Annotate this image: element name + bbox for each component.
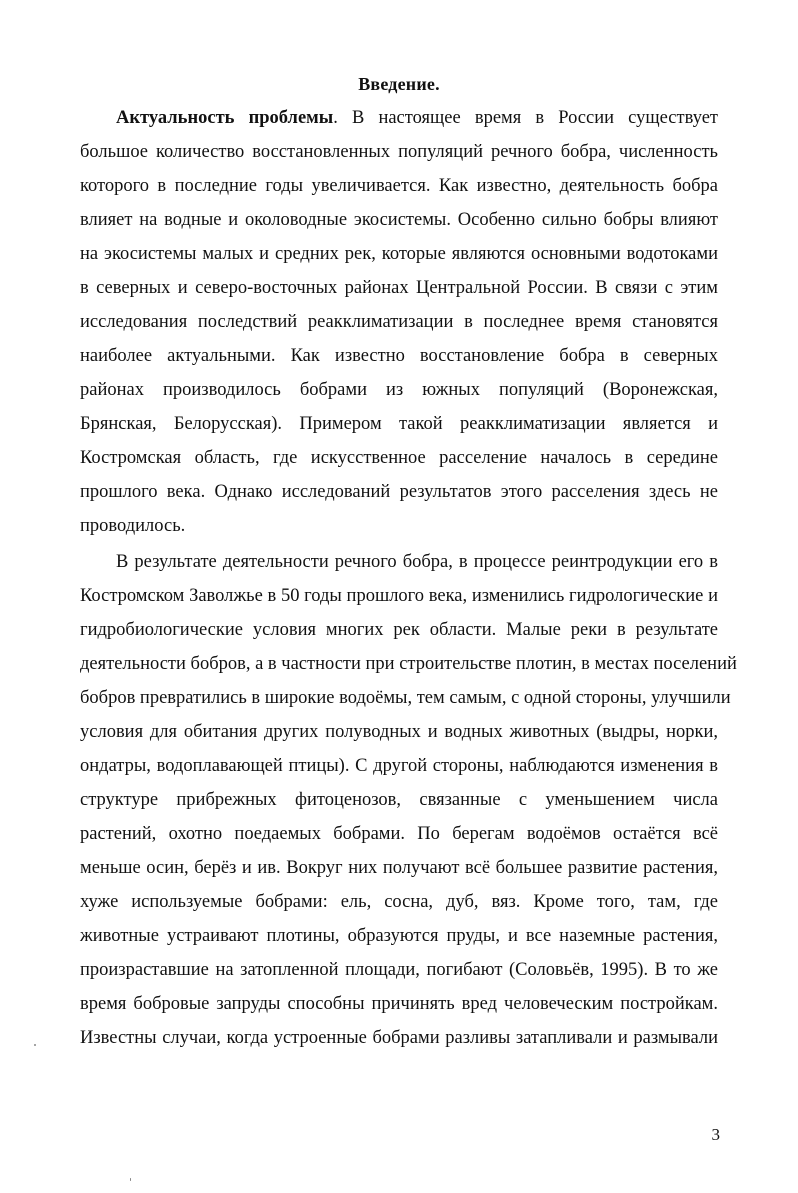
text-line: произраставшие на затопленной площади, погибают (Соловьёв, 1995). В то же: [80, 960, 718, 980]
text-line: в северных и северо-восточных районах Центральной России. В связи с этим: [80, 278, 718, 298]
text-line: бобров превратились в широкие водоёмы, тем самым, с одной стороны, улучшили: [80, 688, 731, 708]
text-line: Костромская область, где искусственное расселение началось в середине: [80, 448, 718, 468]
scan-speck: [34, 1044, 36, 1046]
text-line: гидробиологические условия многих рек области. Малые реки в результате: [80, 620, 718, 640]
section-title: Введение.: [358, 74, 440, 94]
text-line: [116, 106, 718, 130]
text-line: большое количество восстановленных популяций речного бобра, численность: [80, 142, 718, 162]
text-line: проводилось.: [80, 516, 186, 536]
text-line-rest: . В настоящее время в России существует: [333, 108, 718, 128]
lead-bold-text: Актуальность проблемы: [116, 108, 334, 128]
text-line: растений, охотно поедаемых бобрами. По берегам водоёмов остаётся всё: [80, 824, 718, 844]
text-line: структуре прибрежных фитоценозов, связанные с уменьшением числа: [80, 790, 718, 810]
text-line: наиболее актуальными. Как известно восстановление бобра в северных: [80, 346, 718, 366]
text-line: влияет на водные и околоводные экосистемы. Особенно сильно бобры влияют: [80, 210, 718, 230]
text-line: меньше осин, берёз и ив. Вокруг них получают всё большее развитие растения,: [80, 858, 718, 878]
text-line: Известны случаи, когда устроенные бобрами разливы затапливали и размывали: [80, 1028, 718, 1048]
text-line: которого в последние годы увеличивается. Как известно, деятельность бобра: [80, 176, 718, 196]
text-line: В результате деятельности речного бобра, в процессе реинтродукции его в: [116, 552, 718, 572]
scan-speck: [130, 1178, 131, 1181]
text-line: исследования последствий реакклиматизации в последнее время становятся: [80, 312, 718, 332]
text-line: на экосистемы малых и средних рек, которые являются основными водотоками: [80, 244, 718, 264]
text-line: Костромском Заволжье в 50 годы прошлого века, изменились гидрологические и: [80, 586, 718, 606]
text-line: животные устраивают плотины, образуются пруды, и все наземные растения,: [80, 926, 718, 946]
text-line: Брянская, Белорусская). Примером такой реакклиматизации является и: [80, 414, 718, 434]
page-number: 3: [711, 1125, 720, 1144]
text-line: хуже используемые бобрами: ель, сосна, дуб, вяз. Кроме того, там, где: [80, 892, 718, 912]
text-line: время бобровые запруды способны причинять вред человеческим постройкам.: [80, 994, 718, 1014]
text-line: ондатры, водоплавающей птицы). С другой стороны, наблюдаются изменения в: [80, 756, 718, 776]
text-line: районах производилось бобрами из южных популяций (Воронежская,: [80, 380, 718, 400]
text-line: прошлого века. Однако исследований результатов этого расселения здесь не: [80, 482, 718, 502]
text-line: условия для обитания других полуводных и водных животных (выдры, норки,: [80, 722, 718, 742]
text-line: деятельности бобров, а в частности при строительстве плотин, в местах поселений: [80, 654, 737, 674]
